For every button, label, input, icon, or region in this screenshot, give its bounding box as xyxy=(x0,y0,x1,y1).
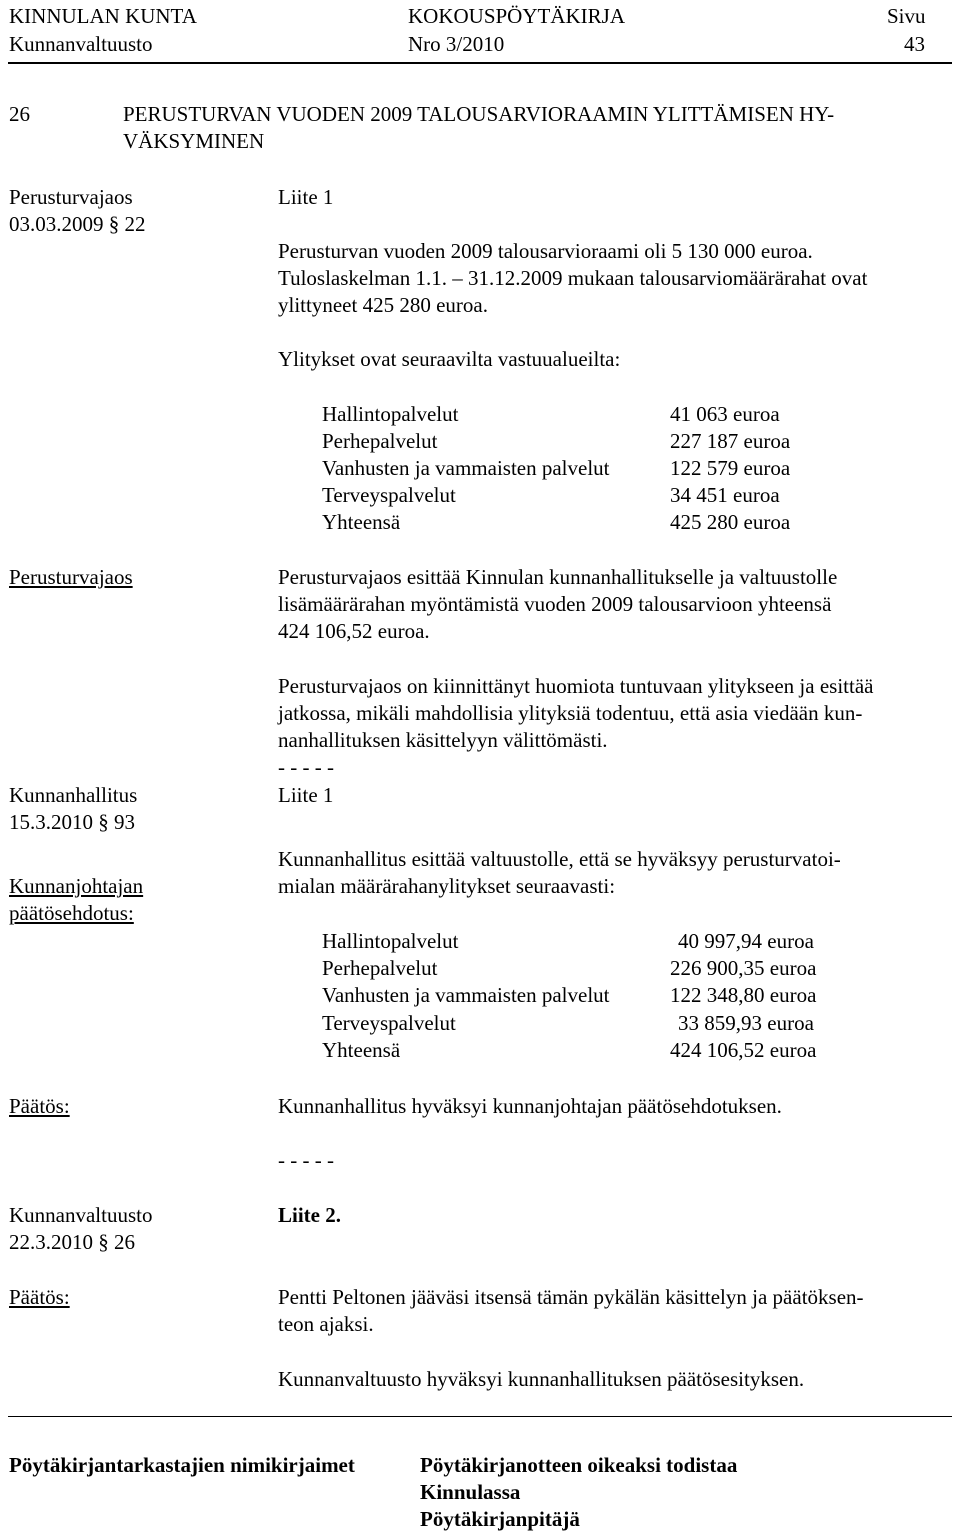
pj-overrun-label: Yhteensä xyxy=(322,510,401,534)
kv-decision-label: Päätös: xyxy=(9,1285,70,1309)
pj-date: 03.03.2009 xyxy=(9,212,104,236)
kh-para-symbol: § xyxy=(98,810,109,834)
pj-text-line3: ylittyneet 425 280 euroa. xyxy=(278,293,488,317)
pj-separator: - - - - - xyxy=(278,755,334,779)
section-title-line1: PERUSTURVAN VUODEN 2009 TALOUSARVIORAAMIN YLITTÄMISEN HY- xyxy=(123,102,835,126)
pj-note-line1: Perusturvajaos on kiinnittänyt huomiota tuntuvaan ylitykseen ja esittää xyxy=(278,674,874,698)
section-title-line2: VÄKSYMINEN xyxy=(123,129,265,153)
pj-text-line1: Perusturvan vuoden 2009 talousarvioraami oli 5 130 000 euroa. xyxy=(278,239,813,263)
pj-note-line3: nanhallituksen käsittelyyn välittömästi. xyxy=(278,728,608,752)
pj-overrun-label: Perhepalvelut xyxy=(322,429,438,453)
section-number: 26 xyxy=(9,102,30,126)
header-page-number: 43 xyxy=(904,32,925,56)
header-doc-type: KOKOUSPÖYTÄKIRJA xyxy=(408,4,626,28)
kh-amount-value: 226 900,35 euroa xyxy=(670,956,817,980)
kh-amount-value: 424 106,52 euroa xyxy=(670,1038,817,1062)
kh-amount-label: Terveyspalvelut xyxy=(322,1011,456,1035)
pj-note-line2: jatkossa, mikäli mahdollisia ylityksiä todentuu, että asia viedään kun- xyxy=(278,701,863,725)
kh-decision-text: Kunnanhallitus hyväksyi kunnanjohtajan päätösehdotuksen. xyxy=(278,1094,782,1118)
kv-date-para xyxy=(9,1229,135,1256)
kh-amount-label: Vanhusten ja vammaisten palvelut xyxy=(322,983,610,1007)
footer-right-line3: Pöytäkirjanpitäjä xyxy=(420,1507,580,1531)
pj-overrun-label: Hallintopalvelut xyxy=(322,402,459,426)
pj-proposal-line2: lisämäärärahan myöntämistä vuoden 2009 talousarvioon yhteensä xyxy=(278,592,832,616)
kh-proposal-line1: Kunnanhallitus esittää valtuustolle, että se hyväksyy perusturvatoi- xyxy=(278,847,841,871)
kh-amount-label: Perhepalvelut xyxy=(322,956,438,980)
pj-date-para xyxy=(9,211,146,238)
pj-proposal-line1: Perusturvajaos esittää Kinnulan kunnanhallitukselle ja valtuustolle xyxy=(278,565,838,589)
kv-decision-final: Kunnanvaltuusto hyväksyi kunnanhallituksen päätösesityksen. xyxy=(278,1367,805,1391)
kh-amount-value: 40 997,94 euroa xyxy=(678,929,814,953)
kh-date-para xyxy=(9,809,135,836)
pj-overrun-amount: 41 063 euroa xyxy=(670,402,780,426)
kh-body: Kunnanhallitus xyxy=(9,783,138,807)
kh-decision-label: Päätös: xyxy=(9,1094,70,1118)
kh-para-number: 93 xyxy=(114,810,135,834)
header-rule xyxy=(8,62,952,64)
header-municipality: KINNULAN KUNTA xyxy=(9,4,197,28)
header-page-label: Sivu xyxy=(887,4,926,28)
footer-right-line2: Kinnulassa xyxy=(420,1480,521,1504)
pj-overrun-amount: 425 280 euroa xyxy=(670,510,791,534)
kv-attachment: Liite 2. xyxy=(278,1203,341,1227)
kh-separator: - - - - - xyxy=(278,1148,334,1172)
header-number: Nro 3/2010 xyxy=(408,32,505,56)
kv-body: Kunnanvaltuusto xyxy=(9,1203,153,1227)
kv-para-number: 26 xyxy=(114,1230,135,1254)
pj-overrun-amount: 122 579 euroa xyxy=(670,456,791,480)
kv-decision-line1: Pentti Peltonen jääväsi itsensä tämän pykälän käsittelyn ja päätöksen- xyxy=(278,1285,864,1309)
pj-proposal-label: Perusturvajaos xyxy=(9,565,133,589)
footer-left: Pöytäkirjantarkastajien nimikirjaimet xyxy=(9,1453,355,1477)
pj-overruns-intro: Ylitykset ovat seuraavilta vastuualueilta: xyxy=(278,347,621,371)
kh-proposer-line2: päätösehdotus: xyxy=(9,901,134,925)
kh-proposer-line1: Kunnanjohtajan xyxy=(9,874,144,898)
pj-text-line2: Tuloslaskelman 1.1. – 31.12.2009 mukaan talousarviomäärärahat ovat xyxy=(278,266,868,290)
pj-overrun-label: Terveyspalvelut xyxy=(322,483,456,507)
pj-overrun-label: Vanhusten ja vammaisten palvelut xyxy=(322,456,610,480)
pj-attachment: Liite 1 xyxy=(278,185,334,209)
kh-amount-label: Hallintopalvelut xyxy=(322,929,459,953)
kh-amount-value: 122 348,80 euroa xyxy=(670,983,817,1007)
pj-para-number: 22 xyxy=(124,212,146,236)
pj-body: Perusturvajaos xyxy=(9,185,133,209)
kh-amount-value: 33 859,93 euroa xyxy=(678,1011,814,1035)
kv-para-symbol: § xyxy=(98,1230,109,1254)
kh-proposal-line2: mialan määrärahanylitykset seuraavasti: xyxy=(278,874,616,898)
pj-para-symbol: § xyxy=(108,212,120,236)
pj-proposal-line3: 424 106,52 euroa. xyxy=(278,619,430,643)
kh-attachment: Liite 1 xyxy=(278,783,334,807)
footer-right-line1: Pöytäkirjanotteen oikeaksi todistaa xyxy=(420,1453,738,1477)
footer-rule xyxy=(8,1416,952,1417)
kh-amount-label: Yhteensä xyxy=(322,1038,401,1062)
kh-date: 15.3.2010 xyxy=(9,810,93,834)
kv-decision-line2: teon ajaksi. xyxy=(278,1312,374,1336)
kv-date: 22.3.2010 xyxy=(9,1230,93,1254)
header-council: Kunnanvaltuusto xyxy=(9,32,153,56)
pj-overrun-amount: 34 451 euroa xyxy=(670,483,780,507)
pj-overrun-amount: 227 187 euroa xyxy=(670,429,791,453)
